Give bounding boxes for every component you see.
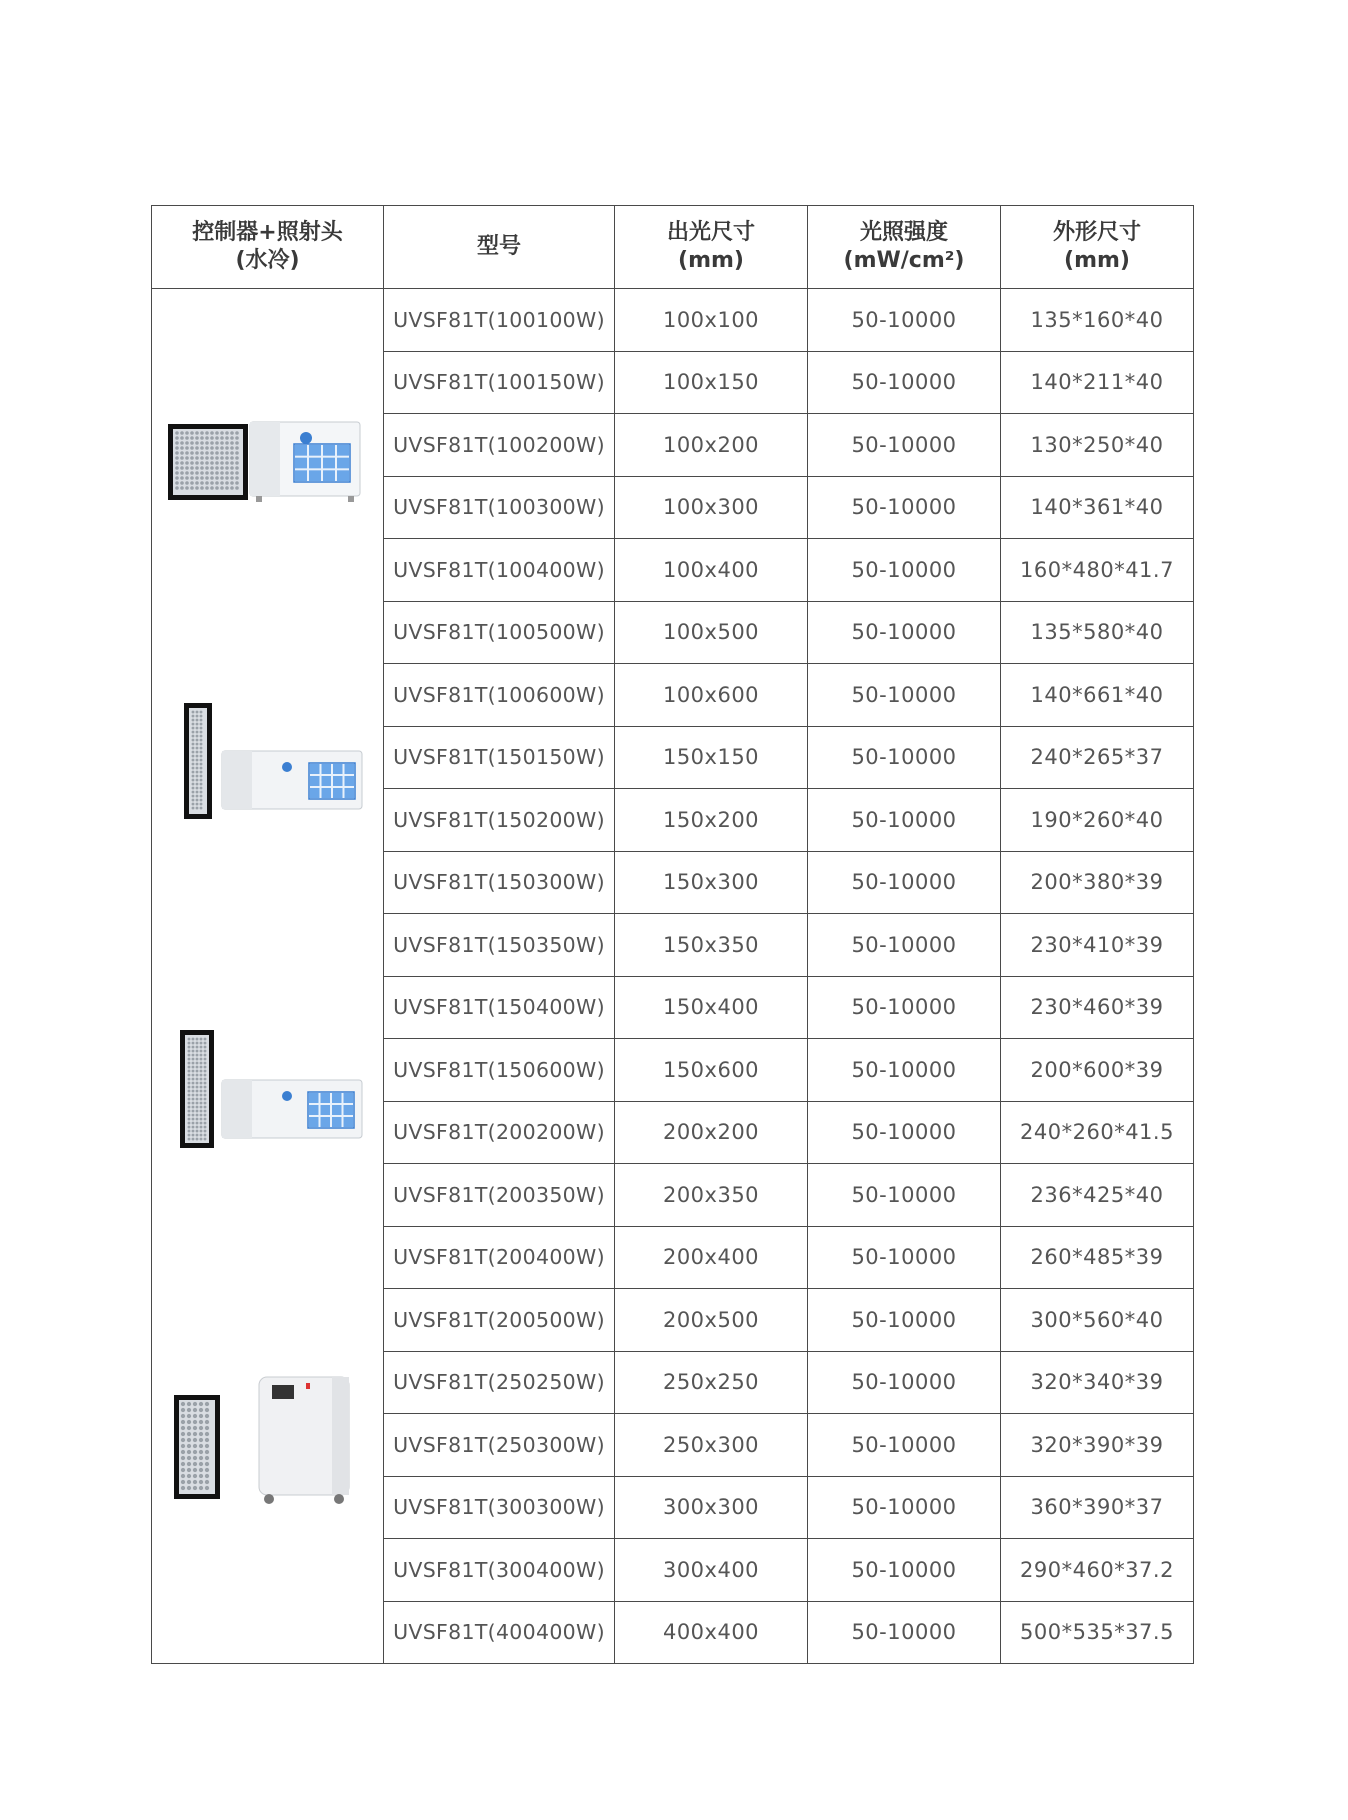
emit-size-cell: 300x400 bbox=[615, 1539, 808, 1602]
header-unit-title: 控制器+照射头 bbox=[192, 220, 343, 245]
emit-size-cell: 200x400 bbox=[615, 1226, 808, 1289]
dimensions-cell: 300*560*40 bbox=[1001, 1289, 1194, 1352]
emit-size-cell: 100x200 bbox=[615, 414, 808, 477]
model-cell: UVSF81T(250300W) bbox=[384, 1414, 615, 1477]
emit-size-cell: 400x400 bbox=[615, 1601, 808, 1664]
intensity-cell: 50-10000 bbox=[808, 1476, 1001, 1539]
spec-table bbox=[151, 205, 1194, 1664]
product-image-long-head-controller-2 bbox=[180, 1030, 364, 1153]
dimensions-cell: 135*160*40 bbox=[1001, 289, 1194, 352]
dimensions-cell: 236*425*40 bbox=[1001, 1164, 1194, 1227]
product-image-cell bbox=[152, 289, 384, 1664]
dimensions-cell: 500*535*37.5 bbox=[1001, 1601, 1194, 1664]
intensity-cell: 50-10000 bbox=[808, 1539, 1001, 1602]
model-cell: UVSF81T(150400W) bbox=[384, 976, 615, 1039]
emit-size-cell: 100x150 bbox=[615, 351, 808, 414]
dimensions-cell: 290*460*37.2 bbox=[1001, 1539, 1194, 1602]
emit-size-cell: 100x300 bbox=[615, 476, 808, 539]
header-model-title: 型号 bbox=[476, 234, 521, 259]
dimensions-cell: 190*260*40 bbox=[1001, 789, 1194, 852]
intensity-cell: 50-10000 bbox=[808, 1601, 1001, 1664]
product-image-square-head-controller bbox=[166, 420, 366, 515]
model-cell: UVSF81T(200200W) bbox=[384, 1101, 615, 1164]
model-cell: UVSF81T(400400W) bbox=[384, 1601, 615, 1664]
emit-size-cell: 150x300 bbox=[615, 851, 808, 914]
dimensions-cell: 240*260*41.5 bbox=[1001, 1101, 1194, 1164]
emit-size-cell: 250x300 bbox=[615, 1414, 808, 1477]
intensity-cell: 50-10000 bbox=[808, 851, 1001, 914]
dimensions-cell: 135*580*40 bbox=[1001, 601, 1194, 664]
model-cell: UVSF81T(100300W) bbox=[384, 476, 615, 539]
emit-size-cell: 150x150 bbox=[615, 726, 808, 789]
emit-size-cell: 150x350 bbox=[615, 914, 808, 977]
dimensions-cell: 230*410*39 bbox=[1001, 914, 1194, 977]
emit-size-cell: 250x250 bbox=[615, 1351, 808, 1414]
emit-size-cell: 150x200 bbox=[615, 789, 808, 852]
dimensions-cell: 160*480*41.7 bbox=[1001, 539, 1194, 602]
model-cell: UVSF81T(200400W) bbox=[384, 1226, 615, 1289]
intensity-cell: 50-10000 bbox=[808, 789, 1001, 852]
device-illustration bbox=[166, 420, 366, 510]
dimensions-cell: 140*661*40 bbox=[1001, 664, 1194, 727]
header-emit-size bbox=[615, 206, 808, 289]
intensity-cell: 50-10000 bbox=[808, 1289, 1001, 1352]
emit-size-cell: 100x600 bbox=[615, 664, 808, 727]
header-intensity bbox=[808, 206, 1001, 289]
dimensions-cell: 140*211*40 bbox=[1001, 351, 1194, 414]
intensity-cell: 50-10000 bbox=[808, 1039, 1001, 1102]
intensity-cell: 50-10000 bbox=[808, 1351, 1001, 1414]
product-image-long-head-controller bbox=[184, 703, 364, 824]
dimensions-cell: 230*460*39 bbox=[1001, 976, 1194, 1039]
emit-size-cell: 100x500 bbox=[615, 601, 808, 664]
model-cell: UVSF81T(100500W) bbox=[384, 601, 615, 664]
model-cell: UVSF81T(100150W) bbox=[384, 351, 615, 414]
model-cell: UVSF81T(150150W) bbox=[384, 726, 615, 789]
intensity-cell: 50-10000 bbox=[808, 601, 1001, 664]
model-cell: UVSF81T(100200W) bbox=[384, 414, 615, 477]
model-cell: UVSF81T(250250W) bbox=[384, 1351, 615, 1414]
model-cell: UVSF81T(150600W) bbox=[384, 1039, 615, 1102]
emit-size-cell: 300x300 bbox=[615, 1476, 808, 1539]
dimensions-cell: 320*390*39 bbox=[1001, 1414, 1194, 1477]
emit-size-cell: 100x400 bbox=[615, 539, 808, 602]
model-cell: UVSF81T(100600W) bbox=[384, 664, 615, 727]
emit-size-cell: 150x400 bbox=[615, 976, 808, 1039]
dimensions-cell: 240*265*37 bbox=[1001, 726, 1194, 789]
model-cell: UVSF81T(150350W) bbox=[384, 914, 615, 977]
model-cell: UVSF81T(100100W) bbox=[384, 289, 615, 352]
header-unit-sub: (水冷) bbox=[235, 248, 300, 273]
intensity-cell: 50-10000 bbox=[808, 664, 1001, 727]
dimensions-cell: 140*361*40 bbox=[1001, 476, 1194, 539]
header-unit bbox=[152, 206, 384, 289]
model-cell: UVSF81T(200500W) bbox=[384, 1289, 615, 1352]
intensity-cell: 50-10000 bbox=[808, 539, 1001, 602]
model-cell: UVSF81T(200350W) bbox=[384, 1164, 615, 1227]
header-dimensions bbox=[1001, 206, 1194, 289]
intensity-cell: 50-10000 bbox=[808, 289, 1001, 352]
emit-size-cell: 200x500 bbox=[615, 1289, 808, 1352]
dimensions-cell: 130*250*40 bbox=[1001, 414, 1194, 477]
header-emit-size-title: 出光尺寸 bbox=[666, 220, 755, 245]
intensity-cell: 50-10000 bbox=[808, 1226, 1001, 1289]
device-illustration bbox=[180, 1030, 364, 1148]
emit-size-cell: 200x350 bbox=[615, 1164, 808, 1227]
intensity-cell: 50-10000 bbox=[808, 1101, 1001, 1164]
dimensions-cell: 360*390*37 bbox=[1001, 1476, 1194, 1539]
emit-size-cell: 150x600 bbox=[615, 1039, 808, 1102]
header-emit-size-unit: (mm) bbox=[678, 248, 744, 273]
intensity-cell: 50-10000 bbox=[808, 1164, 1001, 1227]
table-body bbox=[152, 289, 1194, 1664]
device-illustration bbox=[184, 703, 364, 819]
emit-size-cell: 100x100 bbox=[615, 289, 808, 352]
model-cell: UVSF81T(150200W) bbox=[384, 789, 615, 852]
intensity-cell: 50-10000 bbox=[808, 976, 1001, 1039]
header-row bbox=[152, 206, 1194, 289]
header-intensity-unit: (mW/cm²) bbox=[843, 248, 965, 273]
model-cell: UVSF81T(300400W) bbox=[384, 1539, 615, 1602]
intensity-cell: 50-10000 bbox=[808, 914, 1001, 977]
header-intensity-title: 光照强度 bbox=[859, 220, 948, 245]
product-image-large-head-cabinet bbox=[174, 1375, 364, 1512]
intensity-cell: 50-10000 bbox=[808, 1414, 1001, 1477]
dimensions-cell: 200*600*39 bbox=[1001, 1039, 1194, 1102]
model-cell: UVSF81T(150300W) bbox=[384, 851, 615, 914]
device-illustration bbox=[174, 1375, 364, 1507]
dimensions-cell: 320*340*39 bbox=[1001, 1351, 1194, 1414]
table-row bbox=[152, 289, 1194, 352]
model-cell: UVSF81T(100400W) bbox=[384, 539, 615, 602]
dimensions-cell: 260*485*39 bbox=[1001, 1226, 1194, 1289]
emit-size-cell: 200x200 bbox=[615, 1101, 808, 1164]
header-dimensions-title: 外形尺寸 bbox=[1052, 220, 1141, 245]
dimensions-cell: 200*380*39 bbox=[1001, 851, 1194, 914]
header-model bbox=[384, 206, 615, 289]
header-dimensions-unit: (mm) bbox=[1064, 248, 1130, 273]
intensity-cell: 50-10000 bbox=[808, 476, 1001, 539]
intensity-cell: 50-10000 bbox=[808, 351, 1001, 414]
model-cell: UVSF81T(300300W) bbox=[384, 1476, 615, 1539]
intensity-cell: 50-10000 bbox=[808, 726, 1001, 789]
intensity-cell: 50-10000 bbox=[808, 414, 1001, 477]
